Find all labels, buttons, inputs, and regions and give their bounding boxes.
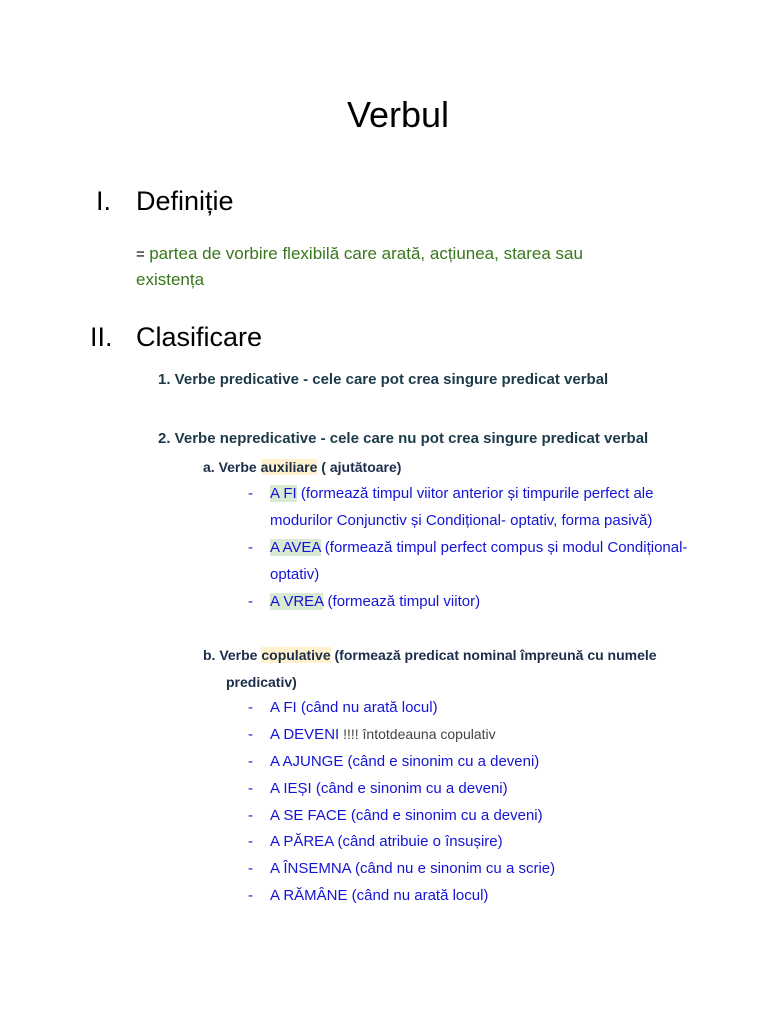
dash: - [248,485,253,502]
dash: - [248,699,253,716]
section2-number: II. [90,322,113,352]
list-item: A ÎNSEMNA (când nu e sinonim cu a scrie) [270,860,556,877]
list-item-nepredicative: 2. Verbe nepredicative - cele care nu pot crea singure predicat verbal [158,430,649,447]
list-item: A AJUNGE (când e sinonim cu a deveni) [270,753,540,770]
highlight-auxiliare: auxiliare [260,459,318,475]
section1-number: I. [96,186,112,216]
subitem-a-suffix: ( ajutătoare) [317,459,402,475]
list-item: A IEȘI (când e sinonim cu a deveni) [270,780,508,797]
verb-a-vrea: A VREA [270,593,324,610]
subitem-b-prefix: b. Verbe [203,647,262,663]
list-item [270,726,496,743]
dash: - [248,833,253,850]
highlight-copulative: copulative [261,647,331,663]
entry-verb: A DEVENI [270,726,340,743]
subitem-b-continuation: predicativ) [226,674,297,690]
verb-a-avea: A AVEA [270,539,321,556]
definition-text1: partea de vorbire flexibilă care arată, acțiunea, starea sau [149,244,583,263]
entry-continuation: modurilor Conjunctiv și Condițional- optativ, forma pasivă) [270,512,653,529]
list-item: A PĂREA (când atribuie o însușire) [270,833,503,850]
list-item [270,593,480,610]
dash: - [248,807,253,824]
entry-text: (formează timpul viitor anterior și timpurile perfect ale [296,485,654,502]
list-item [270,539,687,556]
subitem-auxiliare [203,459,401,475]
entry-text: (formează timpul perfect compus și modul Condițional- [320,539,688,556]
definition-line2: existența [136,270,205,289]
subitem-b-suffix: (formează predicat nominal împreună cu numele [330,647,657,663]
definition-line1 [136,244,583,264]
dash: - [248,593,253,610]
subitem-a-prefix: a. Verbe [203,459,261,475]
list-item [270,485,653,502]
section2-heading: Clasificare [136,322,263,352]
list-item: A RĂMÂNE (când nu arată locul) [270,887,489,904]
list-item: A SE FACE (când e sinonim cu a deveni) [270,807,543,824]
entry-text: (formează timpul viitor) [323,593,481,610]
entry-note: !!!! întotdeauna copulativ [339,726,496,742]
dash: - [248,753,253,770]
dash: - [248,726,253,743]
dash: - [248,539,253,556]
page-title: Verbul [346,94,450,135]
entry-continuation: optativ) [270,566,320,583]
subitem-copulative [203,647,657,663]
list-item: A FI (când nu arată locul) [270,699,438,716]
section1-heading: Definiție [136,186,234,216]
dash: - [248,887,253,904]
equals-sign: = [136,246,145,263]
dash: - [248,780,253,797]
verb-a-fi: A FI [270,485,297,502]
list-item-predicative: 1. Verbe predicative - cele care pot crea singure predicat verbal [158,371,609,388]
dash: - [248,860,253,877]
